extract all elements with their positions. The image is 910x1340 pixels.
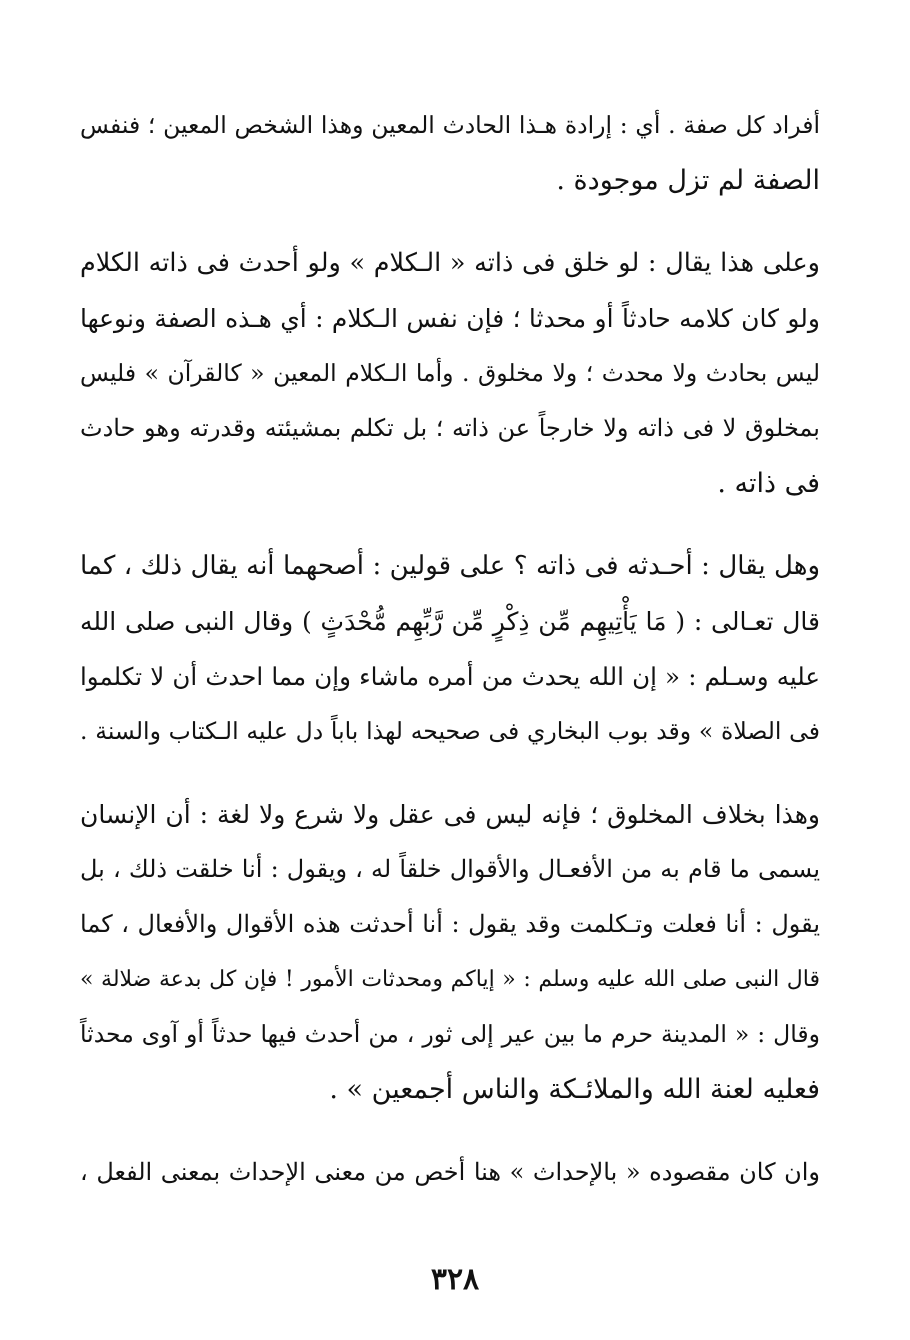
- text-line: وهذا بخلاف المخلوق ؛ فإنه ليس فى عقل ولا شرع ولا لغة : أن الإنسان: [80, 800, 820, 829]
- text-line: فعليه لعنة الله والملائـكة والناس أجمعين » .: [329, 1074, 820, 1105]
- paragraph-1: [80, 98, 820, 208]
- text-line: وان كان مقصوده « بالإحداث » هنا أخص من معنى الإحداث بمعنى الفعل ،: [80, 1158, 820, 1186]
- paragraph-4: [80, 787, 820, 1117]
- text-line: فى الصلاة » وقد بوب البخاري فى صحيحه لهذا باباً دل عليه الـكتاب والسنة .: [80, 717, 820, 745]
- paragraph-3: [80, 539, 820, 759]
- text-line: فى ذاته .: [717, 468, 820, 499]
- text-line: عليه وسـلم : « إن الله يحدث من أمره ماشاء وإن مما احدث أن لا تكلموا: [80, 662, 820, 691]
- text-line: ليس بحادث ولا محدث ؛ ولا مخلوق . وأما الـكلام المعين « كالقرآن » فليس: [80, 359, 820, 387]
- paragraph-5: [80, 1145, 820, 1200]
- text-line: ولو كان كلامه حادثاً أو محدثا ؛ فإن نفس الـكلام : أي هـذه الصفة ونوعها: [80, 304, 820, 333]
- text-line: بمخلوق لا فى ذاته ولا خارجاً عن ذاته ؛ بل تكلم بمشيئته وقدرته وهو حادث: [80, 414, 820, 442]
- text-line: الصفة لم تزل موجودة .: [556, 165, 820, 196]
- text-line: وعلى هذا يقال : لو خلق فى ذاته « الـكلام » ولو أحدث فى ذاته الكلام: [80, 248, 820, 278]
- text-line: قال النبى صلى الله عليه وسلم : « إياكم ومحدثات الأمور ! فإن كل بدعة ضلالة »: [80, 967, 820, 992]
- text-line: وقال : « المدينة حرم ما بين عير إلى ثور ، من أحدث فيها حدثاً أو آوى محدثاً: [80, 1020, 820, 1048]
- paragraph-2: [80, 236, 820, 511]
- quran-verse-line: قال تعـالى : ( مَا يَأْتِيهِم مِّن ذِكْرٍ مِّن رَّبِّهِم مُّحْدَثٍ ) وقال النبى صلى الله: [80, 607, 820, 636]
- text-line: يقول : أنا فعلت وتـكلمت وقد يقول : أنا أحدثت هذه الأقوال والأفعال ، كما: [80, 910, 820, 938]
- text-line: وهل يقال : أحـدثه فى ذاته ؟ على قولين : أصحهما أنه يقال ذلك ، كما: [80, 551, 820, 581]
- text-line: أفراد كل صفة . أي : إرادة هـذا الحادث المعين وهذا الشخص المعين ؛ فنفس: [80, 111, 820, 139]
- text-line: يسمى ما قام به من الأفعـال والأقوال خلقاً له ، ويقول : أنا خلقت ذلك ، بل: [80, 855, 820, 883]
- page-body: [80, 98, 820, 1200]
- page-number: ٣٢٨: [430, 1262, 480, 1297]
